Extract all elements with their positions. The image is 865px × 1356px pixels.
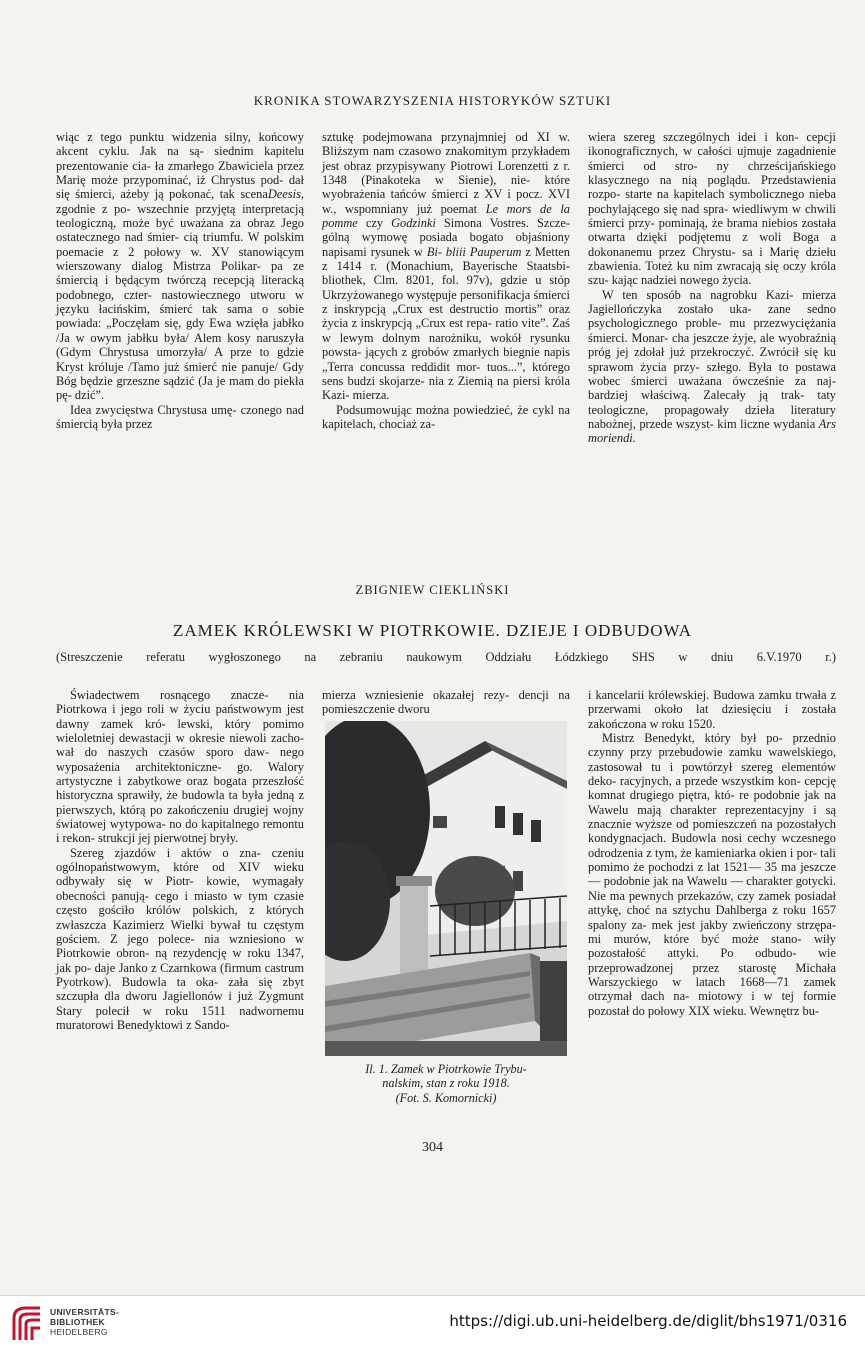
- university-library-logo-icon: [10, 1304, 44, 1344]
- text-run: Świadectwem rosnącego znacze- nia Piotrkowa i jego roli w życiu państwowym jest dawny zamek kró- lewski, który pomimo wieloletniej dewastacji w okresie niewoli zacho- wał do naszych czasów sporo daw- nego wyposażenia architektoniczne- go. Walory artystyczne i zabytkowe oraz bogata przeszłość historyczna sprawiły, że budowla ta była jedną z pierwszych, którą po zakończeniu drugiej wojny światowej wytypowa- no do kapitalnego remontu i rekon- strukcji jej pierwotnej bryły.: [56, 688, 304, 846]
- page-number: 304: [422, 1140, 443, 1155]
- paragraph: [56, 846, 304, 1032]
- text-run: z Metten z 1414 r. (Monachium, Bayerische Staatsbi- bliothek, Clm. 8201, fol. 97v), gdzie u stóp Ukrzyżowanego występuje personifikacja śmierci z inskrypcją „Crux est destructio mortis” oraz życia z inskrypcją „Crux est repa- ratio vite”. Zaś w lewym dolnym narożniku, wokół rysunku powsta- jących z grobów zmarłych biegnie napis „Terra concussa reddidit mor- tuos...”, którego sens budzi skojarze- nia z Ziemią na piersi króla Kazi- mierza.: [322, 244, 570, 403]
- article1-col2: [322, 130, 570, 446]
- castle-photo: [325, 721, 567, 1056]
- paragraph: [588, 688, 836, 731]
- italic-term: Ars moriendi.: [588, 416, 836, 446]
- text-run: Mistrz Benedykt, który był po- przednio czynny przy przebudowie zamku wawelskiego, zastosował tu i powtórzył szereg elementów deko- racyjnych, a przede wszystkim kon- cepcję komnat drugiego piętra, któ- re podobnie jak na Wawelu mają charakter reprezentacyjny i są znacznie wyższe od pomieszczeń na pozostałych kondygnacjach. Budowla nosi cechy wczesnego odrodzenia z tym, że kamieniarka okien i por- tali pomimo że pochodzi z lat 1521— 35 ma jeszcze — podobnie jak na Wawelu — charakter gotycki. Nie ma pewnych przekazów, czy zamek posiadał attykę, choć na sztychu Dahlberga z roku 1657 spalony za- mek jest jakby zwieńczony strzępa- mi murów, które być może stano- wiły pozostałość attyki. Po odbudo- wie przeprowadzonej przez starostę Michała Warszyckiego w latach 1668—71 zamek otrzymał dach na- miotowy i w tej formie pozostał do połowy XIX wieku. Wewnętrz bu-: [588, 731, 836, 1018]
- paragraph: [322, 688, 570, 717]
- article1-col1: [56, 130, 304, 446]
- paragraph: [56, 403, 304, 432]
- text-run: mierza wzniesienie okazałej rezy- dencji na pomieszczenie dworu: [322, 688, 570, 717]
- paragraph: [588, 288, 836, 446]
- running-head: KRONIKA STOWARZYSZENIA HISTORYKÓW SZTUKI: [253, 93, 612, 108]
- italic-term: Le mors de la pomme: [322, 201, 570, 231]
- paragraph: [588, 731, 836, 1018]
- library-name-line: UNIVERSITÄTS-: [50, 1307, 120, 1317]
- text-run: Podsumowując można powiedzieć, że cykl na kapitelach, chociaż za-: [322, 402, 570, 431]
- library-name: [50, 1307, 119, 1337]
- text-run: sztukę podejmowana przynajmniej od XI w. Bliższym nam czasowo znakomitym przykładem jest obraz przypisywany Piotrowi Lorenzetti z r. 1348 (Pinakoteka w Sienie), nie- które wyobrażenia tańców śmierci z XV i pocz. XVI w., wspomniany już poemat: [322, 130, 570, 216]
- paragraph: [588, 130, 836, 288]
- italic-term: Godzinki: [391, 216, 436, 231]
- article-subtitle: (Streszczenie referatu wygłoszonego na zebraniu naukowym Oddziału Łódzkiego SHS w dniu 6.V.1970 r.): [56, 650, 836, 664]
- article2-col1: [56, 688, 304, 1105]
- text-run: wiera szereg szczególnych idei i kon- cepcji ikonograficznych, w całości ujmuje zagadnienie śmierci od stro- ny chrześcijańskiego klasycznego na nią poglądu. Przedstawienia rozpo- starte na kapitelach symbolicznego nieba pochylającego się nad spra- wiedliwym w chwili śmierci przy- pominają, że brama niebios została otwarta dzięki podjętemu z woli Boga a dokonanemu przez Chrystu- sa i Marię dziełu zbawienia. Toteż ku nim zwracają się oczy króla szu- kając nadziei nowego życia.: [588, 130, 836, 288]
- castle-photo-image: [325, 721, 567, 1056]
- article-author: ZBIGNIEW CIEKLIŃSKI: [355, 583, 510, 597]
- article2-columns: [56, 688, 836, 1105]
- text-run: Idea zwycięstwa Chrystusa umę- czonego nad śmiercią była przez: [56, 402, 304, 431]
- library-name-line: BIBLIOTHEK: [50, 1317, 105, 1327]
- text-run: czy: [357, 216, 384, 231]
- viewer-footer: [0, 1295, 865, 1356]
- text-run: zgodnie z po- wszechnie przyjętą interpretacją teologiczną, może być uważana za obraz Jego ostatecznego nad śmier- cią triumfu. W polskim poemacie z 2 połowy w. XV stanowiącym wierszowany dialog Mistrza Polikar- pa ze śmiercią i będącym twórczą recepcją literacką podobnego, czter- nastowiecznego utworu w języku łacińskim, śmierć tak sama o sobie powiada: „Poczęłam się, gdy Ewa wzięła jabłko /Ja w owym jabłku była/ Alem kosy naruszyła (Gdym Chrystusa umorzyła/ A prze to gdzie Kryst króluje /Tamo już śmierć nie panuje/ Gdy Bóg będzie grzeszne sądzić (Ja je mam do piekła pę- dzić”.: [56, 201, 304, 403]
- paragraph: [56, 688, 304, 846]
- italic-term: Deesis,: [267, 187, 304, 202]
- paragraph: [322, 130, 570, 403]
- article-title: ZAMEK KRÓLEWSKI W PIOTRKOWIE. DZIEJE I ODBUDOWA: [172, 621, 692, 640]
- article1-col3: [588, 130, 836, 446]
- article2-col3: [588, 688, 836, 1105]
- paragraph: [56, 130, 304, 403]
- text-run: Szereg zjazdów i aktów o zna- czeniu ogólnopaństwowym, które od XIV wieku odbywały się w Piotr- kowie, wymagały obecności panują- cego i miasto w tym czasie często gościło królów polskich, z których zwłaszcza Kazimierz Wielki bywał tu częstym gościem. Z jego polece- nia wzniesiono w Piotrkowie obron- ną rezydencję w roku 1347, jak po- daje Janko z Czarnkowa (firmum castrum Pyotrkow). Budowla ta oka- zała się zbyt szczupła dla dworu Jagiellonów i już Zygmunt Stary polecił w roku 1511 nadwornemu muratorowi Benedyktowi z Sando-: [56, 845, 304, 1032]
- italic-term: Bi- bliii Pauperum: [426, 244, 522, 259]
- text-run: i kancelarii królewskiej. Budowa zamku trwała z przerwami około lat dziesięciu i została zakończona w roku 1520.: [588, 688, 836, 731]
- permalink-url[interactable]: https://digi.ub.uni-heidelberg.de/diglit/bhs1971/0316: [449, 1312, 847, 1330]
- text-run: wiąc z tego punktu widzenia silny, końcowy akcent cyklu. Jak na są- siednim kapitelu prezentowanie cia- ła zmarłego Zbawiciela przez Marię może przypominać, iż Chrystus pod- dał się śmierci, ażeby ją pokonać, tak scena: [56, 130, 304, 202]
- text-run: W ten sposób na nagrobku Kazi- mierza Jagiellończyka zostało uka- zane sedno psychologicznego proble- mu przezwyciężania śmierci. Monar- cha jeszcze żyje, ale wyobraźnią próg jej zdołał już przekroczyć. Zwrócił się ku sprawom życia przy- szłego. Była to postawa wobec śmierci uważana ówcześnie za naj- bardziej właściwą. Zalecały ją trak- taty teologiczne, propagowały dzieła literatury nabożnej, przede wszyst- kim liczne wydania: [588, 287, 836, 431]
- caption-credit: (Fot. S. Komornicki): [395, 1090, 497, 1105]
- text-run: Simona Vostres. Szcze- gólną wymowę posiada bogato objaśniony napisami rysunek w: [322, 216, 570, 259]
- paragraph: [322, 403, 570, 432]
- article1-columns: [56, 130, 836, 446]
- caption-line: nalskim, stan z roku 1918.: [382, 1076, 510, 1091]
- figure-caption: [322, 1062, 570, 1106]
- caption-line: Il. 1. Zamek w Piotrkowie Trybu-: [365, 1061, 527, 1076]
- article2-col2: [322, 688, 570, 1105]
- library-name-line: HEIDELBERG: [50, 1327, 108, 1337]
